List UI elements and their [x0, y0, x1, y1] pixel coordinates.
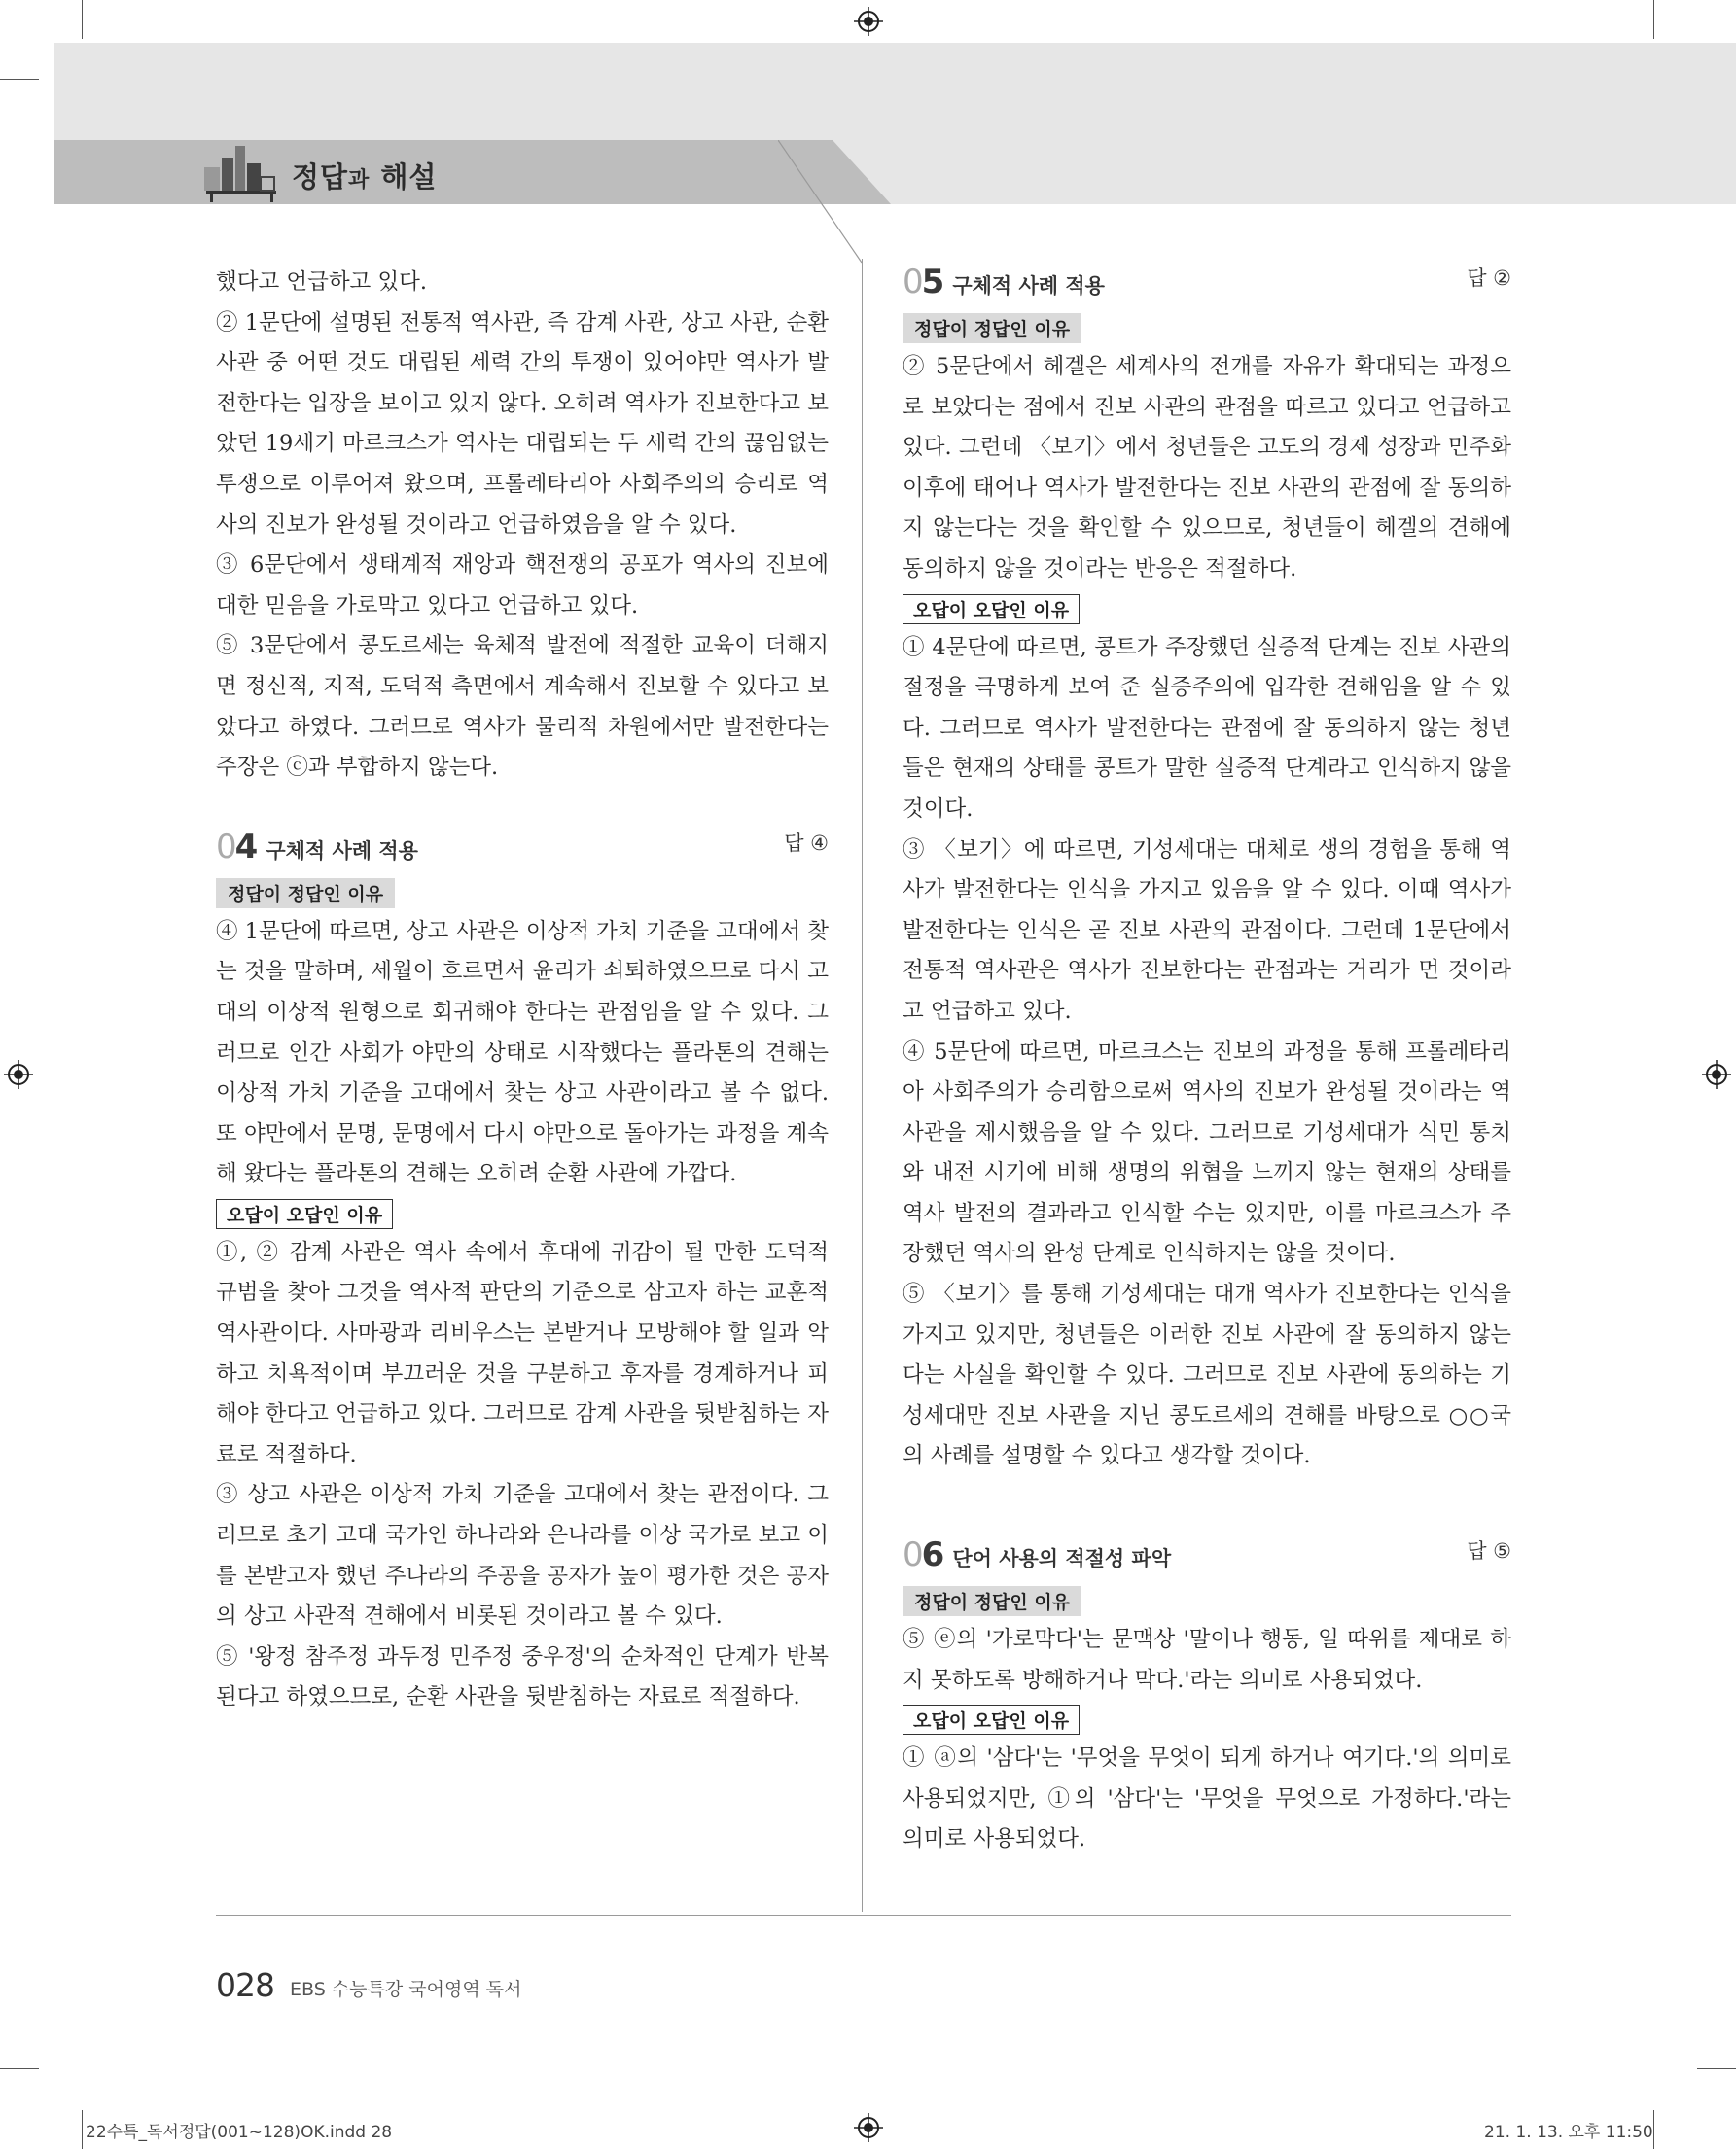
question-title: 구체적 사례 적용 — [266, 838, 418, 863]
question-title: 구체적 사례 적용 — [952, 274, 1105, 298]
paragraph: ③ 6문단에서 생태계적 재앙과 핵전쟁의 공포가 역사의 진보에 대한 믿음을 가로막고 있다고 언급하고 있다. — [216, 552, 829, 618]
print-slug-file: 22수특_독서정답(001~128)OK.indd 28 — [86, 2123, 393, 2142]
left-column — [216, 263, 829, 1718]
page-number: 028 — [216, 1966, 274, 2004]
correct-reason-badge: 정답이 정답인 이유 — [903, 313, 1081, 343]
question-header-4 — [216, 828, 829, 874]
header-title-main: 정답 — [292, 160, 349, 194]
question-header-5 — [903, 263, 1511, 309]
registration-mark-icon — [854, 7, 883, 36]
paragraph: ① 4문단에 따르면, 콩트가 주장했던 실증적 단계는 진보 사관의 절정을 극명하게 보여 준 실증주의에 입각한 견해임을 알 수 있다. 그러므로 역사가 발전한다는 관점에 잘 동의하지 않는 청년들은 현재의 상태를 콩트가 말한 실증적 단계라고 인식하지 않을 것이다. — [903, 634, 1511, 822]
paragraph: ⑤ ⓔ의 '가로막다'는 문맥상 '말이나 행동, 일 따위를 제대로 하지 못하도록 방해하거나 막다.'라는 의미로 사용되었다. — [903, 1627, 1511, 1693]
wrong-reason-badge: 오답이 오답인 이유 — [903, 1705, 1080, 1735]
wrong-reason-badge: 오답이 오답인 이유 — [903, 594, 1080, 624]
paragraph: ① ⓐ의 '삼다'는 '무엇을 무엇이 되게 하거나 여기다.'의 의미로 사용되었지만, ①의 '삼다'는 '무엇을 무엇으로 가정하다.'라는 의미로 사용되었다. — [903, 1745, 1511, 1852]
paragraph: ④ 5문단에 따르면, 마르크스는 진보의 과정을 통해 프롤레타리아 사회주의가 승리함으로써 역사의 진보가 완성될 것이라는 역사관을 제시했음을 알 수 있다. 그러므로 기성세대가 식민 통치와 내전 시기에 비해 생명의 위협을 느끼지 않는 현재의 상태를 역사 발전의 결과라고 인식할 수는 있지만, 이를 마르크스가 주장했던 역사의 완성 단계로 인식하지는 않을 것이다. — [903, 1039, 1511, 1267]
crop-mark — [82, 0, 83, 39]
right-column — [903, 263, 1511, 1860]
book-title: EBS 수능특강 국어영역 독서 — [290, 1979, 522, 2000]
answer-label: 답 ② — [1467, 266, 1511, 290]
registration-mark-icon — [854, 2113, 883, 2142]
crop-mark — [1653, 2110, 1654, 2149]
paragraph: ⑤ 3문단에서 콩도르세는 육체적 발전에 적절한 교육이 더해지면 정신적, 지적, 도덕적 측면에서 계속해서 진보할 수 있다고 보았다고 하였다. 그러므로 역사가 물리적 차원에서만 발전한다는 주장은 ⓒ과 부합하지 않는다. — [216, 633, 829, 781]
correct-reason-badge: 정답이 정답인 이유 — [216, 878, 395, 908]
section-header-title — [292, 156, 437, 195]
paragraph: ④ 1문단에 따르면, 상고 사관은 이상적 가치 기준을 고대에서 찾는 것을 말하며, 세월이 흐르면서 윤리가 쇠퇴하였으므로 다시 고대의 이상적 원형으로 회귀해야 한다는 관점임을 알 수 있다. 그러므로 인간 사회가 야만의 상태로 시작했다는 플라톤의 견해는 이상적 가치 기준을 고대에서 찾는 상고 사관이라고 볼 수 없다. 또 야만에서 문명, 문명에서 다시 야만으로 돌아가는 과정을 계속해 왔다는 플라톤의 견해는 오히려 순환 사관에 가깝다. — [216, 918, 829, 1187]
paragraph: ③ 〈보기〉에 따르면, 기성세대는 대체로 생의 경험을 통해 역사가 발전한다는 인식을 가지고 있음을 알 수 있다. 이때 역사가 발전한다는 인식은 곧 진보 사관의 관점이다. 그런데 1문단에서 전통적 역사관은 역사가 진보한다는 관점과는 거리가 먼 것이라고 언급하고 있다. — [903, 836, 1511, 1024]
paragraph: 했다고 언급하고 있다. — [216, 269, 428, 295]
question-title: 단어 사용의 적절성 파악 — [952, 1547, 1172, 1571]
header-title-end: 해설 — [380, 160, 438, 194]
answer-label: 답 ④ — [784, 830, 829, 855]
paragraph: ③ 상고 사관은 이상적 가치 기준을 고대에서 찾는 관점이다. 그러므로 초기 고대 국가인 하나라와 은나라를 이상 국가로 보고 이를 본받고자 했던 주나라의 주공을 공자가 높이 평가한 것은 공자의 상고 사관적 견해에서 비롯된 것이라고 볼 수 있다. — [216, 1482, 829, 1630]
paragraph: ② 1문단에 설명된 전통적 역사관, 즉 감계 사관, 상고 사관, 순환 사관 중 어떤 것도 대립된 세력 간의 투쟁이 있어야만 역사가 발전한다는 입장을 보이고 있지 않다. 오히려 역사가 진보한다고 보았던 19세기 마르크스가 역사는 대립되는 두 세력 간의 끊임없는 투쟁으로 이루어져 왔으며, 프롤레타리아 사회주의의 승리로 역사의 진보가 완성될 것이라고 언급하였음을 알 수 있다. — [216, 309, 829, 538]
question-header-6 — [903, 1535, 1511, 1582]
crop-mark — [0, 2068, 39, 2069]
answer-label: 답 ⑤ — [1467, 1539, 1511, 1564]
header-diagonal-line — [778, 140, 866, 266]
paragraph: ⑤ 〈보기〉를 통해 기성세대는 대개 역사가 진보한다는 인식을 가지고 있지만, 청년들은 이러한 진보 사관에 잘 동의하지 않는다는 사실을 확인할 수 있다. 그러므로 진보 사관에 동의하는 기성세대만 진보 사관을 지닌 콩도르세의 견해를 바탕으로 ○○국의 사례를 설명할 수 있다고 생각할 것이다. — [903, 1282, 1511, 1469]
crop-mark — [1697, 2068, 1736, 2069]
header-tab — [54, 140, 891, 204]
registration-mark-icon — [4, 1060, 33, 1089]
paragraph: ①, ② 감계 사관은 역사 속에서 후대에 귀감이 될 만한 도덕적 규범을 찾아 그것을 역사적 판단의 기준으로 삼고자 하는 교훈적 역사관이다. 사마광과 리비우스는 본받거나 모방해야 할 일과 악하고 치욕적이며 부끄러운 것을 구분하고 후자를 경계하거나 피해야 한다고 언급하고 있다. 그러므로 감계 사관을 뒷받침하는 자료로 적절하다. — [216, 1239, 829, 1467]
registration-mark-icon — [1702, 1060, 1731, 1089]
header-title-connector: 과 — [348, 168, 371, 193]
column-divider — [862, 259, 863, 1912]
wrong-reason-badge: 오답이 오답인 이유 — [216, 1199, 393, 1229]
crop-mark — [1653, 0, 1654, 39]
paragraph: ⑤ '왕정 참주정 과두정 민주정 중우정'의 순차적인 단계가 반복된다고 하였으므로, 순환 사관을 뒷받침하는 자료로 적절하다. — [216, 1643, 829, 1710]
question-number: 04 — [216, 827, 257, 866]
book-desk-icon — [200, 142, 280, 202]
crop-mark — [0, 79, 39, 80]
print-slug-date: 21. 1. 13. 오후 11:50 — [1484, 2123, 1653, 2142]
crop-mark — [82, 2110, 83, 2149]
correct-reason-badge: 정답이 정답인 이유 — [903, 1586, 1081, 1616]
question-number: 05 — [903, 263, 943, 301]
paragraph: ② 5문단에서 헤겔은 세계사의 전개를 자유가 확대되는 과정으로 보았다는 점에서 진보 사관의 관점을 따르고 있다고 언급하고 있다. 그런데 〈보기〉에서 청년들은 고도의 경제 성장과 민주화 이후에 태어나 역사가 발전한다는 진보 사관의 관점에 잘 동의하지 않는다는 것을 확인할 수 있으므로, 청년들이 헤겔의 견해에 동의하지 않을 것이라는 반응은 적절하다. — [903, 354, 1511, 581]
footer-rule — [216, 1915, 1511, 1916]
question-number: 06 — [903, 1535, 943, 1575]
